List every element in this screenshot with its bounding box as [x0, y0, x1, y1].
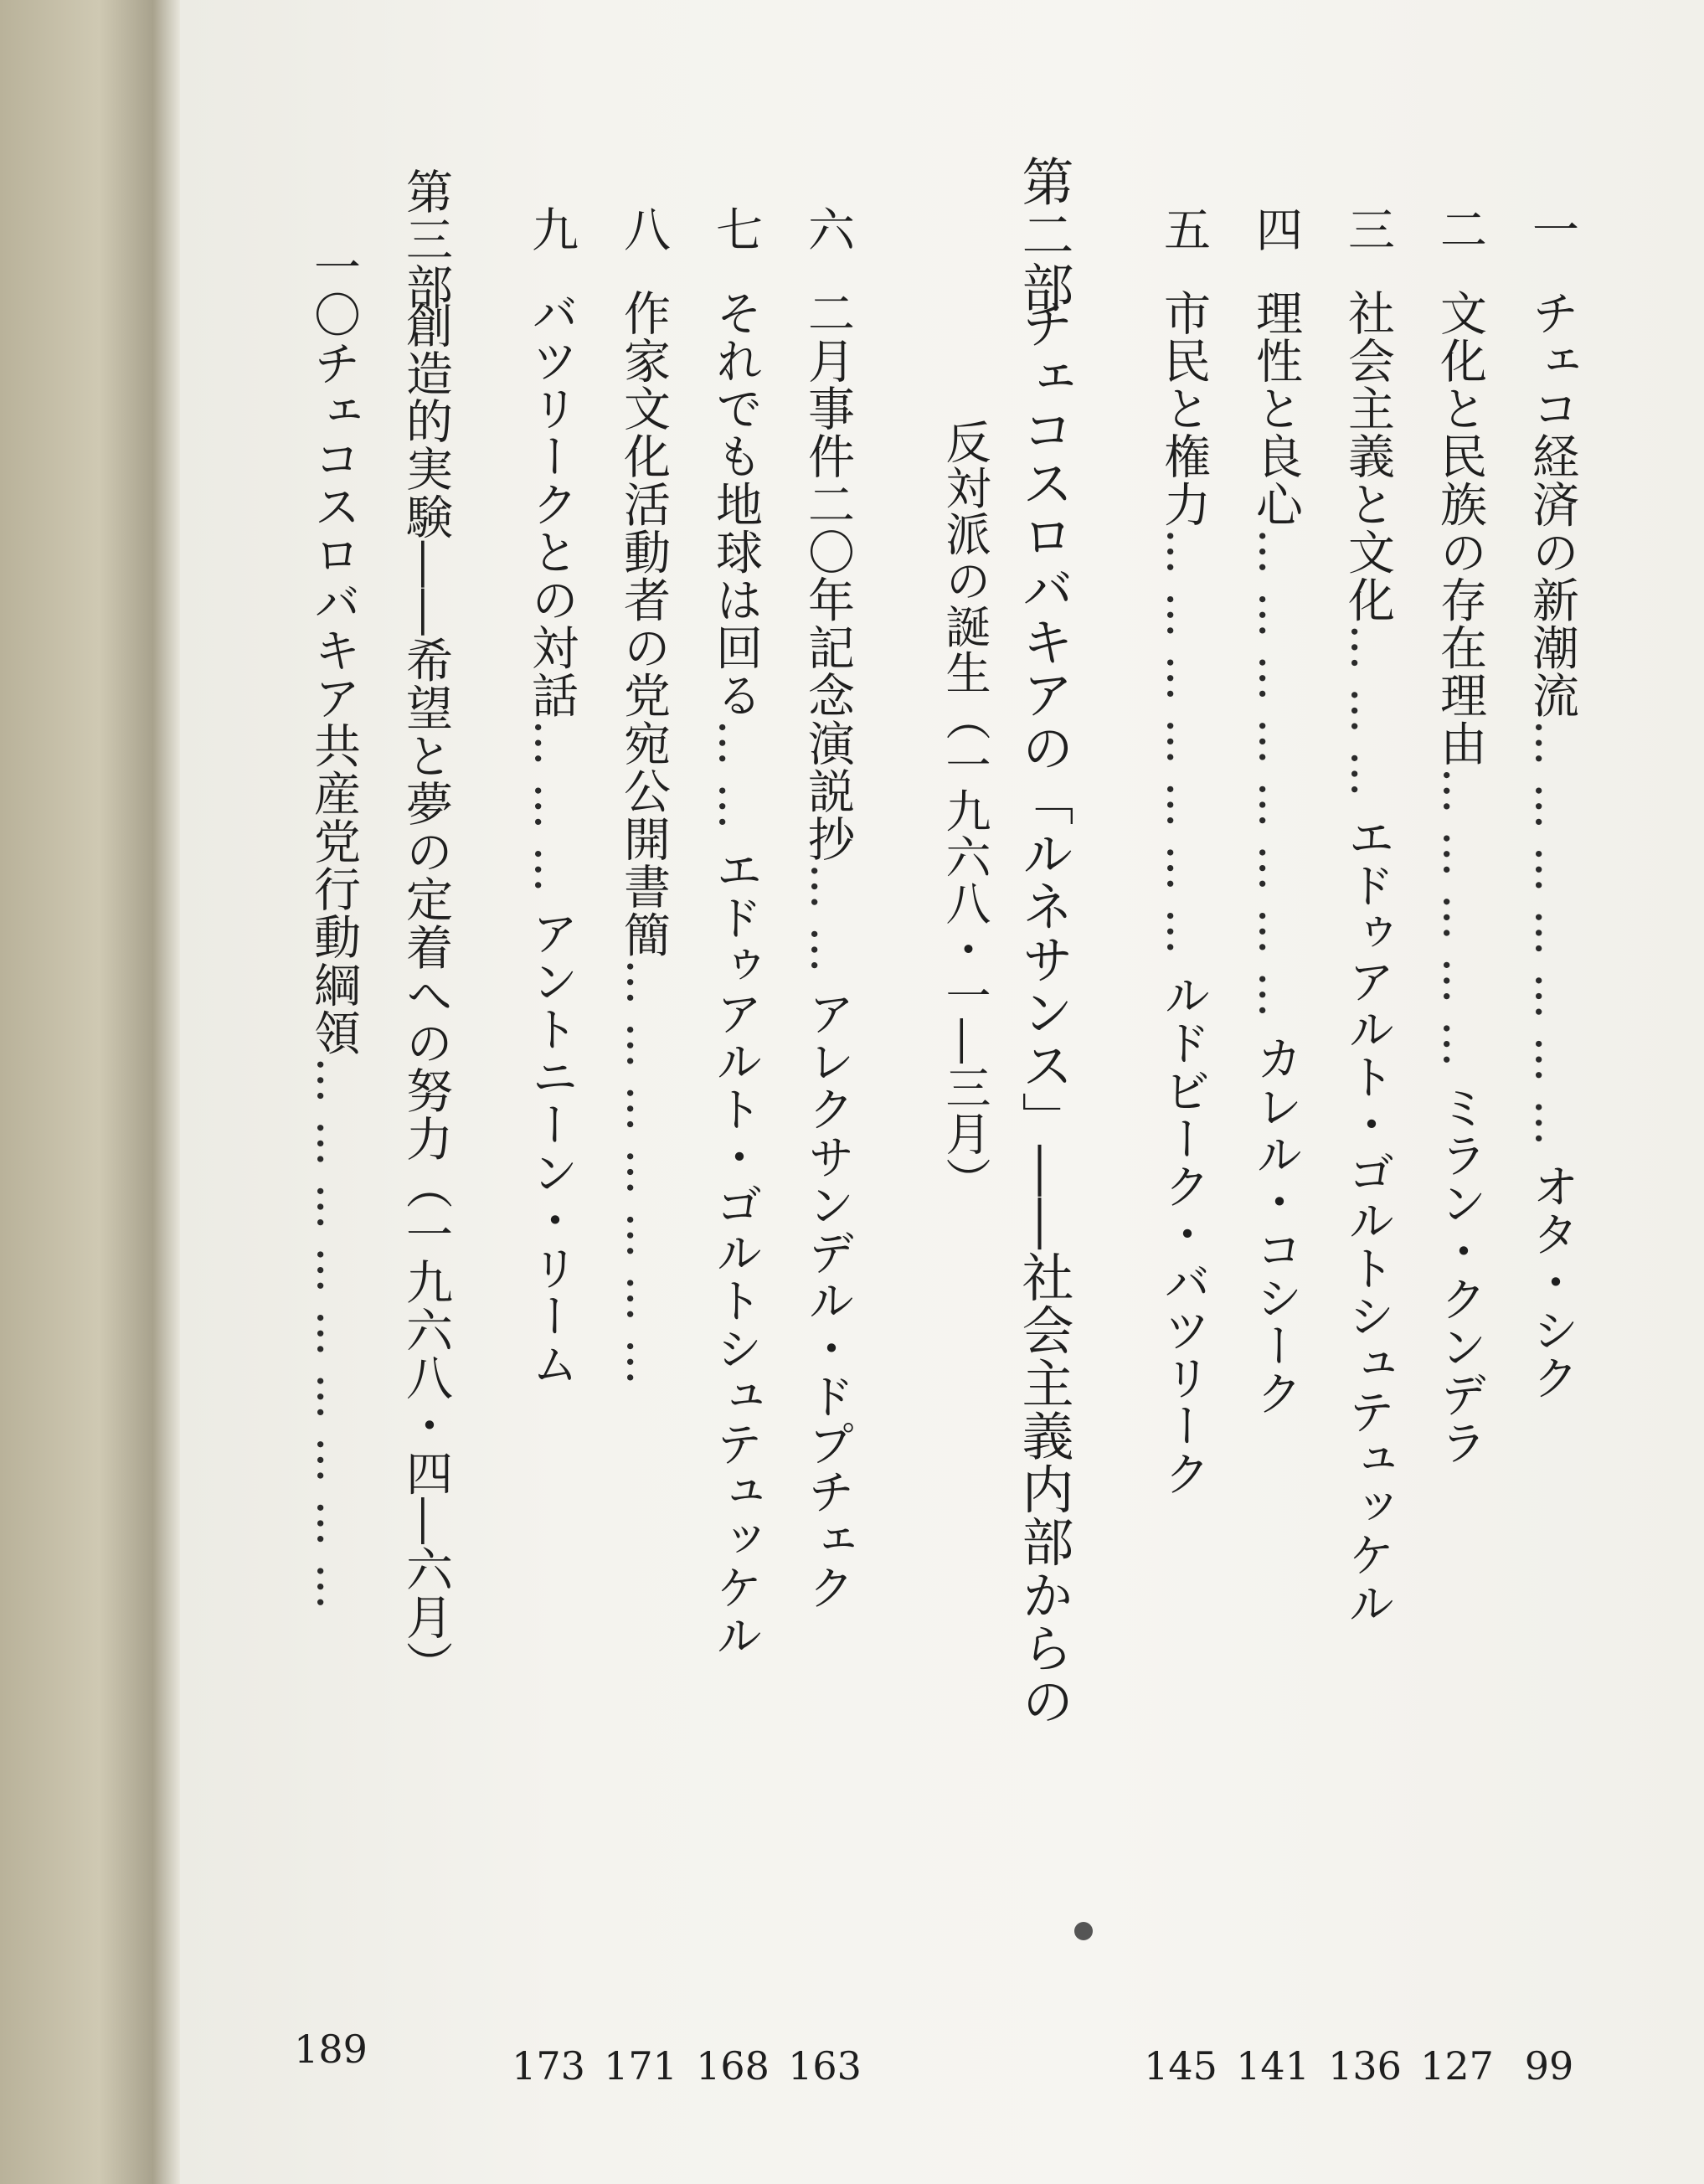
- chapter-author: アレクサンデル・ドプチェク: [801, 989, 855, 1612]
- toc-entry-2: [1433, 205, 1487, 1467]
- leader-dots: ………: [524, 719, 579, 909]
- part-label: 第三部: [399, 167, 453, 312]
- chapter-author: カレル・コシーク: [1248, 1034, 1303, 1418]
- chapter-title: 社会主義と文化: [1341, 289, 1395, 624]
- chapter-number: 八: [616, 205, 671, 254]
- chapter-author: ルドビーク・バツリーク: [1156, 971, 1211, 1498]
- page-number: 173: [512, 2043, 585, 2089]
- part-title: チェコスロバキアの「ルネサンス」――社会主義内部からの: [1013, 297, 1074, 1728]
- toc-entry-1: [1525, 205, 1579, 1402]
- leader-dots: ……: [708, 719, 763, 847]
- chapter-number: 七: [708, 205, 763, 254]
- part-2-heading: [1013, 155, 1074, 1728]
- toc-entry-7: [708, 205, 763, 1660]
- toc-entry-3: [1341, 205, 1395, 1627]
- chapter-author: エドゥアルト・ゴルトシュテュッケル: [1341, 813, 1395, 1627]
- chapter-title: バツリークとの対話: [524, 289, 579, 720]
- chapter-title: 理性と良心: [1248, 289, 1303, 528]
- chapter-title: 作家文化活動者の党宛公開書簡: [616, 289, 671, 959]
- leader-dots: ……………: [1433, 767, 1487, 1084]
- chapter-number: 六: [801, 205, 855, 254]
- chapter-title: 市民と権力: [1156, 289, 1211, 528]
- leader-dots: …………………: [616, 958, 671, 1402]
- chapter-number: 一: [1525, 205, 1579, 254]
- chapter-title: チェコ経済の新潮流: [1525, 289, 1579, 720]
- page-number: 136: [1328, 2043, 1402, 2089]
- chapter-author: エドゥアルト・ゴルトシュテュッケル: [708, 846, 763, 1660]
- leader-dots: ……: [801, 863, 855, 990]
- leader-dots: ………: [1341, 623, 1395, 814]
- page-number: 168: [696, 2043, 770, 2089]
- page-number: 99: [1524, 2043, 1574, 2089]
- chapter-number: 九: [524, 205, 579, 254]
- part-title: 創造的実験――希望と夢の定着への努力（一九六八・四―六月）: [399, 301, 453, 1689]
- page-number: 189: [294, 2027, 368, 2072]
- chapter-author: ミラン・クンデラ: [1433, 1084, 1487, 1467]
- chapter-title: それでも地球は回る: [708, 289, 763, 720]
- book-page: [180, 0, 1704, 2184]
- chapter-number: 四: [1248, 205, 1303, 254]
- toc-entry-9: [524, 205, 579, 1388]
- toc-entry-8: [616, 205, 671, 1402]
- chapter-title: 二月事件二〇年記念演説抄: [801, 289, 855, 863]
- book-spine-shadow: [0, 0, 180, 2184]
- page-number: 145: [1144, 2043, 1218, 2089]
- page-number: 163: [788, 2043, 862, 2089]
- leader-dots: …………………: [1525, 719, 1579, 1163]
- toc-entry-4: [1248, 205, 1303, 1418]
- toc-entry-10: [306, 243, 361, 1627]
- leader-dots: ……………………: [1248, 528, 1303, 1035]
- chapter-number: 一〇: [306, 243, 361, 339]
- leader-dots: ………………………: [306, 1056, 361, 1627]
- chapter-title: 文化と民族の存在理由: [1433, 289, 1487, 768]
- chapter-title: チェコスロバキア共産党行動綱領: [306, 339, 361, 1057]
- toc-entry-6: [801, 205, 855, 1612]
- page-number: 141: [1236, 2043, 1310, 2089]
- ink-spot: [1074, 1922, 1093, 1940]
- chapter-author: オタ・シク: [1525, 1162, 1579, 1402]
- chapter-author: アントニーン・リーム: [524, 909, 579, 1388]
- part-3-heading: [399, 167, 453, 1689]
- toc-entry-5: [1156, 205, 1211, 1498]
- chapter-number: 二: [1433, 205, 1487, 254]
- part-label: 第二部: [1013, 155, 1074, 314]
- chapter-number: 三: [1341, 205, 1395, 254]
- leader-dots: …………………: [1156, 528, 1211, 971]
- part-2-subtitle: 反対派の誕生（一九六八・一―三月）: [939, 419, 991, 1203]
- page-number: 171: [604, 2043, 677, 2089]
- page-number: 127: [1420, 2043, 1494, 2089]
- chapter-number: 五: [1156, 205, 1211, 254]
